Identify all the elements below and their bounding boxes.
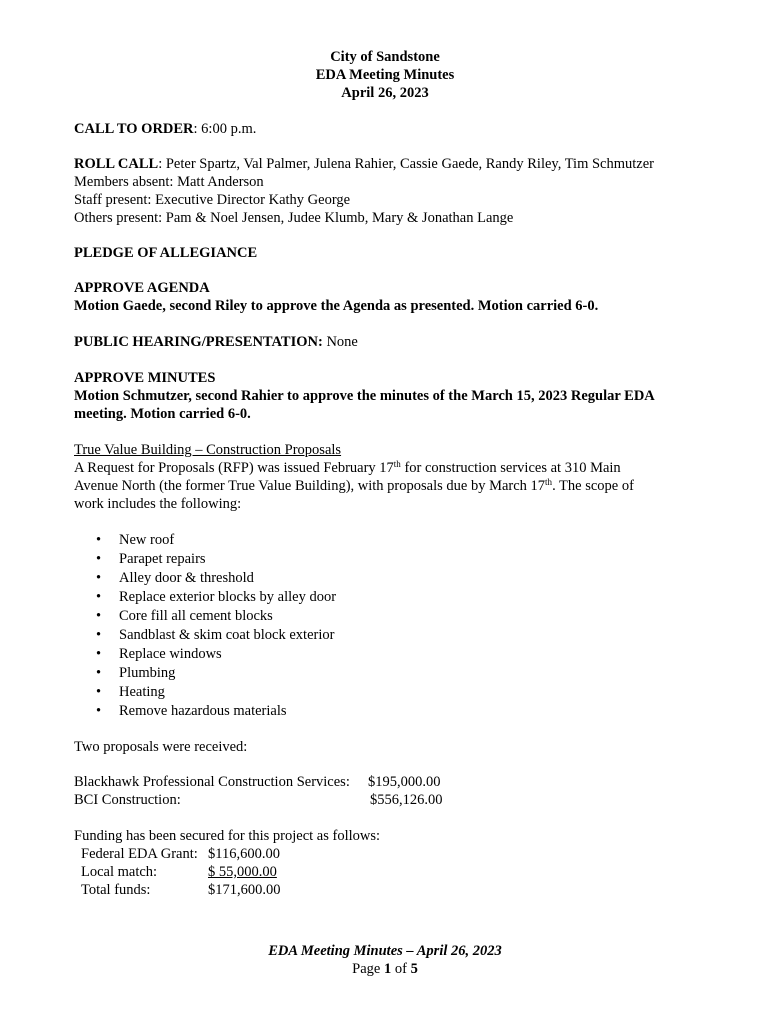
page-footer <box>0 942 770 978</box>
scope-item <box>74 683 694 702</box>
scope-item-text: Heating <box>119 684 165 700</box>
bullet-icon: • <box>96 646 102 662</box>
scope-list-container <box>74 531 694 721</box>
page-indicator: Page 1 of 5 <box>352 961 418 977</box>
funding-intro: Funding has been secured for this project as follows: <box>74 828 381 844</box>
approve-minutes-section <box>74 369 694 423</box>
approve-minutes-heading: APPROVE MINUTES <box>74 370 216 386</box>
bullet-icon: • <box>96 589 102 605</box>
proposal-name: Blackhawk Professional Construction Services: <box>74 774 350 790</box>
proposal-row <box>74 791 694 809</box>
proposal-name: BCI Construction: <box>74 792 181 808</box>
funding-amount: $171,600.00 <box>208 882 281 898</box>
meeting-date: April 26, 2023 <box>341 85 429 101</box>
call-to-order <box>74 120 694 138</box>
funding-row <box>74 845 694 863</box>
bullet-icon: • <box>96 703 102 719</box>
proposals-intro: Two proposals were received: <box>74 739 248 755</box>
scope-list <box>74 531 694 721</box>
rfp-line2: Avenue North (the former True Value Building), with proposals due by March 17th. The scope of <box>74 477 634 494</box>
minutes-motion-line2: meeting. Motion carried 6-0. <box>74 406 251 422</box>
scope-item-text: New roof <box>119 532 175 548</box>
scope-item <box>74 607 694 626</box>
approve-agenda-heading: APPROVE AGENDA <box>74 280 210 296</box>
true-value-heading: True Value Building – Construction Proposals <box>74 442 342 458</box>
proposal-amount: $556,126.00 <box>370 792 443 808</box>
call-to-order-label: CALL TO ORDER <box>74 121 194 137</box>
funding-amount: $116,600.00 <box>208 846 280 862</box>
scope-item-text: Core fill all cement blocks <box>119 608 273 624</box>
funding-label: Local match: <box>81 864 158 880</box>
approve-agenda-section <box>74 279 694 315</box>
agenda-motion: Motion Gaede, second Riley to approve the Agenda as presented. Motion carried 6-0. <box>74 298 599 314</box>
roll-call-label: ROLL CALL <box>74 156 159 172</box>
staff-present: Staff present: Executive Director Kathy George <box>74 192 351 208</box>
document-header <box>0 48 770 102</box>
funding-label: Federal EDA Grant: <box>81 846 198 862</box>
scope-item-text: Sandblast & skim coat block exterior <box>119 627 335 643</box>
public-hearing-label: PUBLIC HEARING/PRESENTATION: <box>74 334 323 350</box>
page-number: 1 <box>383 961 392 977</box>
bullet-icon: • <box>96 684 102 700</box>
funding-label: Total funds: <box>81 882 151 898</box>
minutes-motion-line1: Motion Schmutzer, second Rahier to approve the minutes of the March 15, 2023 Regular EDA <box>74 388 655 404</box>
scope-item-text: Alley door & threshold <box>119 570 254 586</box>
scope-item-text: Parapet repairs <box>119 551 206 567</box>
footer-title: EDA Meeting Minutes – April 26, 2023 <box>268 943 502 959</box>
scope-item <box>74 626 694 645</box>
funding-amount: $ 55,000.00 <box>208 864 277 880</box>
document-title: EDA Meeting Minutes <box>315 67 455 83</box>
scope-item <box>74 588 694 607</box>
bullet-icon: • <box>96 608 102 624</box>
others-present: Others present: Pam & Noel Jensen, Judee Klumb, Mary & Jonathan Lange <box>74 210 514 226</box>
scope-item-text: Remove hazardous materials <box>119 703 287 719</box>
scope-item <box>74 664 694 683</box>
proposal-row <box>74 773 694 791</box>
scope-item <box>74 531 694 550</box>
bullet-icon: • <box>96 532 102 548</box>
members-absent: Members absent: Matt Anderson <box>74 174 264 190</box>
city-name: City of Sandstone <box>330 49 440 65</box>
call-to-order-time: : 6:00 p.m. <box>193 121 257 137</box>
rfp-line3: work includes the following: <box>74 496 242 512</box>
bullet-icon: • <box>96 627 102 643</box>
page-total: 5 <box>410 961 418 977</box>
proposal-amount: $195,000.00 <box>368 774 441 790</box>
public-hearing <box>74 333 694 351</box>
true-value-section <box>74 441 694 513</box>
funding-row <box>74 881 694 899</box>
bullet-icon: • <box>96 570 102 586</box>
scope-item <box>74 569 694 588</box>
roll-call-section <box>74 155 694 227</box>
public-hearing-value: None <box>322 334 358 350</box>
rfp-line1: A Request for Proposals (RFP) was issued February 17th for construction services at 310 Main <box>74 459 621 476</box>
funding-row <box>74 863 694 881</box>
pledge-heading: PLEDGE OF ALLEGIANCE <box>74 245 258 261</box>
scope-item-text: Plumbing <box>119 665 176 681</box>
scope-item-text: Replace windows <box>119 646 222 662</box>
bullet-icon: • <box>96 551 102 567</box>
scope-item <box>74 702 694 721</box>
roll-call-members: : Peter Spartz, Val Palmer, Julena Rahier, Cassie Gaede, Randy Riley, Tim Schmutzer <box>158 156 654 172</box>
scope-item <box>74 550 694 569</box>
scope-item <box>74 645 694 664</box>
scope-item-text: Replace exterior blocks by alley door <box>119 589 337 605</box>
funding-table <box>74 845 694 899</box>
bullet-icon: • <box>96 665 102 681</box>
proposals-table <box>74 773 694 809</box>
